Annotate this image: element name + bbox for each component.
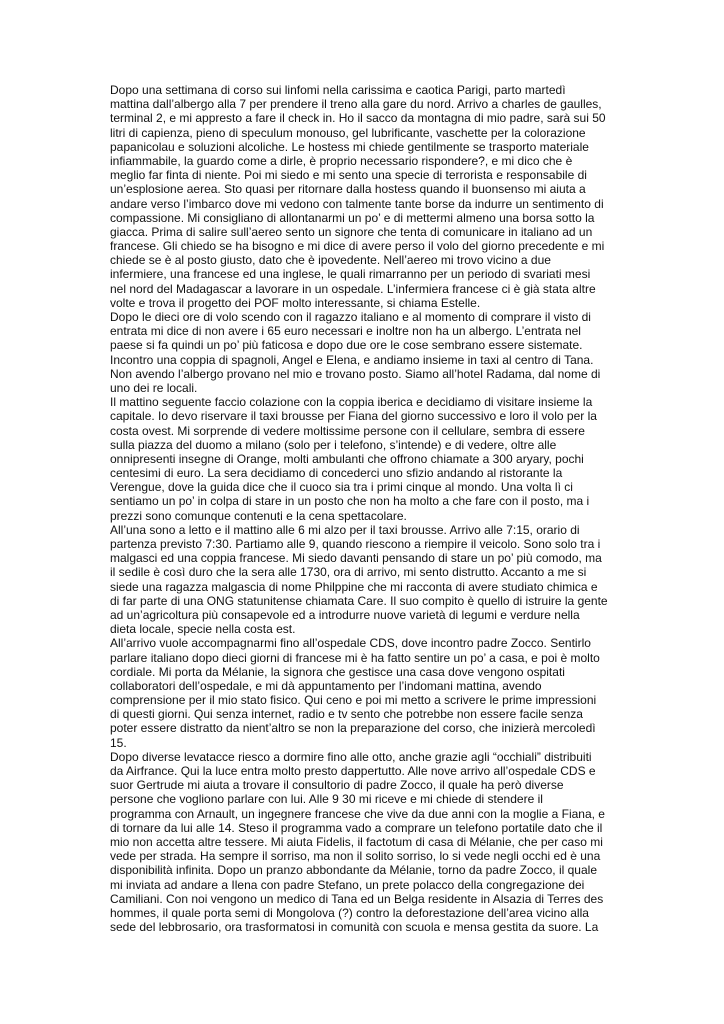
- text-line: sulla piazza del duomo a milano (solo per i telefono, s’intende) e di vedere, oltre alle: [110, 437, 557, 452]
- text-line: litri di capienza, pieno di speculum monouso, gel lubrificante, vaschette per la colorazione: [110, 125, 586, 140]
- text-line: persone che vogliono parlare con lui. Alle 9 30 mi riceve e mi chiede di stendere il: [110, 792, 543, 807]
- text-line: onnipresenti insegne di Orange, molti ambulanti che offrono chiamate a 300 aryary, pochi: [110, 451, 584, 466]
- text-line: da Airfrance. Qui la luce entra molto presto dappertutto. Alle nove arrivo all’ospedale CDS e: [110, 764, 596, 778]
- text-line: nel nord del Madagascar a lavorare in un ospedale. L’infermiera francese ci è già stata altre: [110, 281, 596, 296]
- text-line: Camiliani. Con noi vengono un medico di Tana ed un Belga residente in Alsazia di Terres des: [110, 891, 604, 906]
- text-line: partenza previsto 7:30. Partiamo alle 9, quando riescono a riempire il veicolo. Sono solo tra i: [110, 537, 601, 551]
- text-line: prezzi sono comunque contenuti e la cena spettacolare.: [110, 508, 407, 523]
- text-line: mi inviata ad andare a Ilena con padre Stefano, un prete polacco della congregazione dei: [110, 877, 585, 892]
- text-line: il sedile è così duro che la sera alle 1730, ora di arrivo, mi sento distrutto. Accanto a me si: [110, 565, 587, 580]
- text-line: hommes, il quale porta semi di Mongolova (?) contro la deforestazione dell’area vicino alla: [110, 905, 589, 920]
- text-line: Incontro una coppia di spagnoli, Angel e Elena, e andiamo insieme in taxi al centro di Tana.: [110, 352, 594, 367]
- text-line: cordiale. Mi porta da Mélanie, la signora che gestisce una casa dove vengono ospitati: [110, 664, 565, 679]
- text-line: compassione. Mi consigliano di allontanarmi un po’ e di mettermi almeno una borsa sotto la: [110, 210, 595, 225]
- text-line: Dopo le dieci ore di volo scendo con il ragazzo italiano e al momento di comprare il visto di: [110, 310, 591, 324]
- text-line: entrata mi dice di non avere i 65 euro necessari e inoltre non ha un albergo. L’entrata nel: [110, 324, 581, 339]
- text-line: infermiere, una francese ed una inglese, le quali rimarranno per un periodo di svariati mesi: [110, 267, 591, 282]
- text-line: programma con Arnault, un ingegnere francese che vive da due anni con la moglie a Fiana, e: [110, 806, 605, 821]
- text-line: mio non accetta altre tessere. Mi aiuta Fidelis, il factotum di casa di Mélanie, che per caso mi: [110, 834, 603, 849]
- text-line: giacca. Prima di salire sull’aereo sento un signore che tenta di comunicare in italiano ad un: [110, 224, 593, 239]
- text-line: meglio far finta di niente. Poi mi siedo e mi sento una specie di terrorista e responsabile di: [110, 168, 587, 183]
- text-line: disponibilità infinita. Dopo un pranzo abbondante da Mélanie, torno da padre Zocco, il quale: [110, 863, 597, 878]
- text-line: Verengue, dove la guida dice che il cuoco sia tra i primi cinque al mondo. Una volta lì ci: [110, 480, 573, 495]
- text-line: capitale. Io devo riservare il taxi brousse per Fiana del giorno successivo e loro il volo per la: [110, 409, 597, 424]
- text-line: centesimi di euro. La sera decidiamo di concederci uno sfizio andando al ristorante la: [110, 466, 563, 481]
- text-line: mattina dall’albergo alla 7 per prendere il treno alla gare du nord. Arrivo a charles de gaulles,: [110, 97, 602, 112]
- text-line: Non avendo l’albergo provano nel mio e trovano posto. Siamo all’hotel Radama, dal nome di: [110, 366, 601, 381]
- text-line: sentiamo un po’ in colpa di stare in un posto che non ha molto a che fare con il posto, ma i: [110, 494, 590, 509]
- text-line: comprensione per il mio stato fisico. Qui ceno e poi mi metto a scrivere le prime impressioni: [110, 693, 597, 708]
- text-line: papanicolau e soluzioni alcoliche. Le hostess mi chiede gentilmente se trasporto materiale: [110, 139, 589, 154]
- text-line: andare verso l’imbarco dove mi vedono con talmente tante borse da indurre un sentimento di: [110, 196, 604, 211]
- text-line: siede una ragazza malgascia di nome Philppine che mi racconta di avere studiato chimica e: [110, 579, 598, 594]
- text-line: infiammabile, la guardo come a dirle, è proprio necessario rispondere?, e mi dico che è: [110, 153, 573, 168]
- text-line: di far parte di una ONG statunitense chiamata Care. Il suo compito è quello di istruire la gente: [110, 593, 608, 608]
- text-line: 15.: [110, 735, 127, 750]
- text-line: collaboratori dell’ospedale, e mi dà appuntamento per l’indomani mattina, avendo: [110, 678, 542, 693]
- text-line: costa ovest. Mi sorprende di vedere moltissime persone con il cellulare, sembra di essere: [110, 423, 585, 438]
- text-line: Dopo una settimana di corso sui linfomi nella carissima e caotica Parigi, parto martedì: [110, 83, 566, 97]
- text-line: di tornare da lui alle 14. Steso il programma vado a comprare un telefono portatile dato che il: [110, 820, 603, 835]
- text-line: chiede se è al posto giusto, dato che è ipovedente. Nell’aereo mi trovo vicino a due: [110, 253, 551, 268]
- text-line: vede per strada. Ha sempre il sorriso, ma non il solito sorriso, lo si vede negli occhi ed è una: [110, 849, 601, 864]
- text-line: volte e trova il progetto dei POF molto interessante, si chiama Estelle.: [110, 295, 481, 310]
- text-line: Il mattino seguente faccio colazione con la coppia iberica e decidiamo di visitare insieme la: [110, 395, 593, 410]
- text-line: paese si fa quindi un po’ più faticosa e dopo due ore le cose sembrano essere sistemate.: [110, 338, 583, 353]
- text-line: malgasci ed una coppia francese. Mi siedo davanti pensando di stare un po’ più comodo, ma: [110, 551, 602, 566]
- text-line: poter essere distratto da nient’altro se non la preparazione del corso, che inizierà mercoledì: [110, 721, 596, 736]
- text-line: suor Gertrude mi aiuta a trovare il consultorio di padre Zocco, il quale ha però diverse: [110, 778, 564, 793]
- text-line: All’arrivo vuole accompagnarmi fino all’ospedale CDS, dove incontro padre Zocco. Sentirlo: [110, 636, 591, 651]
- text-line: parlare italiano dopo dieci giorni di francese mi è ha fatto sentire un po’ a casa, e poi è molto: [110, 650, 600, 665]
- body-text: [110, 83, 620, 934]
- text-line: dieta locale, specie nella costa est.: [110, 622, 296, 637]
- text-line: All’una sono a letto e il mattino alle 6 mi alzo per il taxi brousse. Arrivo alle 7:15, orario di: [110, 522, 580, 537]
- text-line: terminal 2, e mi appresto a fare il check in. Ho il sacco da montagna di mio padre, sarà sui 50: [110, 111, 606, 126]
- text-line: di questi giorni. Qui senza internet, radio e tv sento che potrebbe non essere facile senza: [110, 707, 583, 722]
- text-line: uno dei re locali.: [110, 380, 198, 395]
- text-line: Dopo diverse levatacce riesco a dormire fino alle otto, anche grazie agli “occhiali” distribuiti: [110, 749, 592, 764]
- text-line: ad un’agricoltura più consapevole ed a introdurre nuove varietà di legumi e verdure nella: [110, 607, 580, 622]
- text-line: sede del lebbrosario, ora trasformatosi in comunità con scuola e mensa gestita da suore. La: [110, 920, 599, 935]
- text-line: francese. Gli chiedo se ha bisogno e mi dice di avere perso il volo del giorno precedente e mi: [110, 239, 605, 254]
- text-line: un’esplosione aerea. Sto quasi per ritornare dalla hostess quando il buonsenso mi aiuta a: [110, 182, 586, 197]
